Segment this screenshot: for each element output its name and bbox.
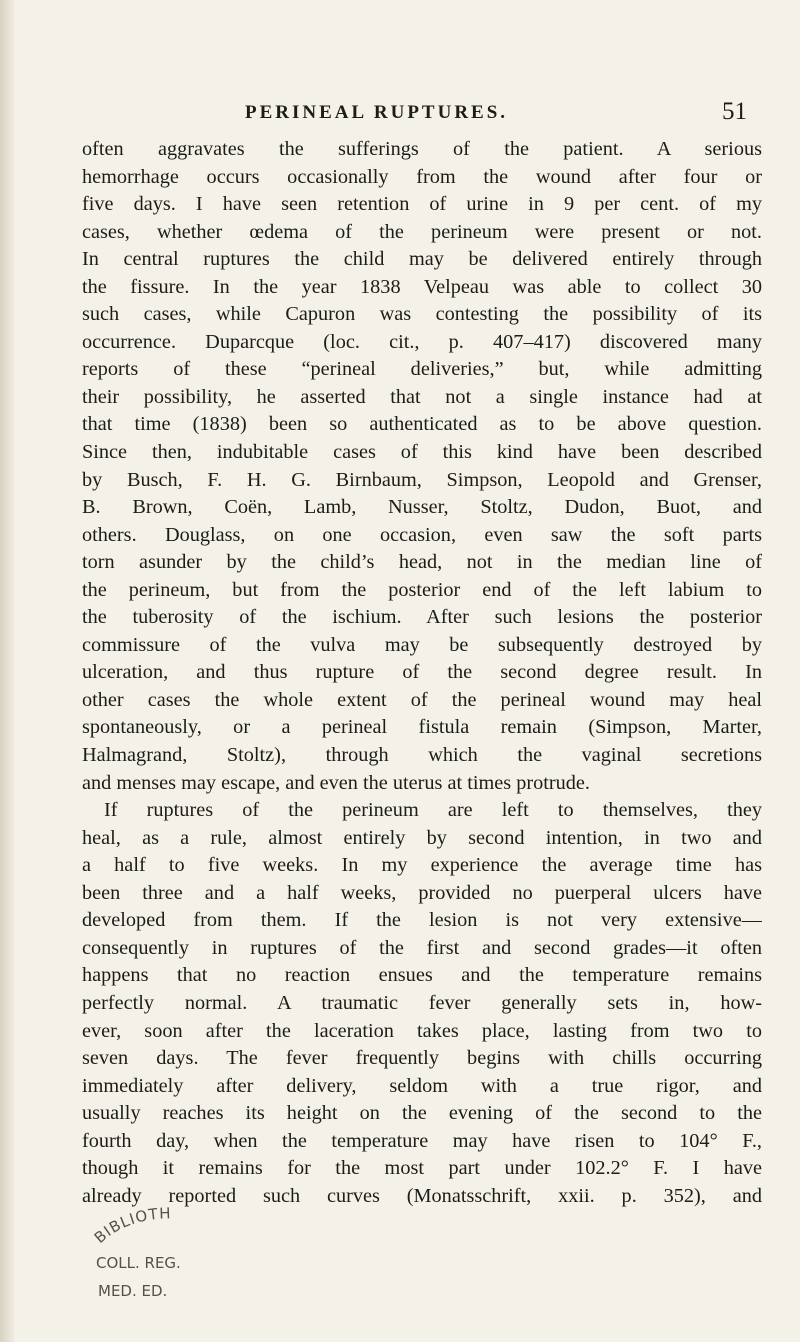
library-stamp xyxy=(88,1206,228,1306)
stamp-bottom-text: MED. ED. xyxy=(98,1282,168,1300)
text-line: torn asunder by the child’s head, not in the median line of xyxy=(82,551,762,574)
text-line: seven days. The fever frequently begins with chills occurring xyxy=(82,1047,762,1070)
text-line: a half to five weeks. In my experience the average time has xyxy=(82,854,762,877)
text-line: ulceration, and thus rupture of the second degree result. In xyxy=(82,661,762,684)
running-title: PERINEAL RUPTURES. xyxy=(245,102,509,123)
text-line: the fissure. In the year 1838 Velpeau was able to collect 30 xyxy=(82,275,762,298)
stamp-arc-text: BIBLIOTH xyxy=(90,1206,172,1247)
text-line: B. Brown, Coën, Lamb, Nusser, Stoltz, Dudon, Buot, and xyxy=(82,496,762,519)
text-line: developed from them. If the lesion is not very extensive— xyxy=(82,909,762,932)
text-line: that time (1838) been so authenticated as to be above question. xyxy=(82,413,762,436)
text-line: spontaneously, or a perineal fistula remain (Simpson, Marter, xyxy=(82,716,762,739)
text-line: Since then, indubitable cases of this kind have been described xyxy=(82,441,762,464)
text-line: by Busch, F. H. G. Birnbaum, Simpson, Leopold and Grenser, xyxy=(82,468,762,491)
text-line: the tuberosity of the ischium. After such lesions the posterior xyxy=(82,606,762,629)
text-line: usually reaches its height on the evening of the second to the xyxy=(82,1102,762,1125)
text-line: Halmagrand, Stoltz), through which the vaginal secretions xyxy=(82,744,762,767)
page-edge-shadow xyxy=(0,0,14,1342)
text-line: often aggravates the sufferings of the patient. A serious xyxy=(82,138,762,160)
library-stamp-mark xyxy=(88,1206,228,1306)
text-line: the perineum, but from the posterior end of the left labium to xyxy=(82,578,762,601)
text-line: such cases, while Capuron was contesting the possibility of its xyxy=(82,303,762,326)
text-line: happens that no reaction ensues and the temperature remains xyxy=(82,964,762,987)
text-line: In central ruptures the child may be delivered entirely through xyxy=(82,248,762,271)
text-line: cases, whether œdema of the perineum were present or not. xyxy=(82,220,762,243)
text-line: occurrence. Duparcque (loc. cit., p. 407–417) discovered many xyxy=(82,330,762,353)
text-line: hemorrhage occurs occasionally from the wound after four or xyxy=(82,165,762,188)
text-line: immediately after delivery, seldom with a true rigor, and xyxy=(82,1074,762,1097)
text-line: consequently in ruptures of the first and second grades—it often xyxy=(82,936,762,959)
text-line: though it remains for the most part under 102.2° F. I have xyxy=(82,1157,762,1180)
text-line: commissure of the vulva may be subsequently destroyed by xyxy=(82,633,762,656)
text-line: been three and a half weeks, provided no puerperal ulcers have xyxy=(82,881,762,904)
text-line: ever, soon after the laceration takes place, lasting from two to xyxy=(82,1019,762,1042)
text-line: fourth day, when the temperature may have risen to 104° F., xyxy=(82,1129,762,1152)
text-line: five days. I have seen retention of urine in 9 per cent. of my xyxy=(82,193,762,216)
text-line: other cases the whole extent of the perineal wound may heal xyxy=(82,688,762,711)
text-line: their possibility, he asserted that not a single instance had at xyxy=(82,385,762,408)
text-line: others. Douglass, on one occasion, even saw the soft parts xyxy=(82,523,762,546)
page-number: 51 xyxy=(722,98,747,125)
text-line: already reported such curves (Monatsschrift, xxii. p. 352), and xyxy=(82,1184,762,1207)
text-line: heal, as a rule, almost entirely by second intention, in two and xyxy=(82,826,762,849)
text-line: reports of these “perineal deliveries,” but, while admitting xyxy=(82,358,762,381)
text-line: perfectly normal. A traumatic fever generally sets in, how- xyxy=(82,991,762,1014)
body-text xyxy=(82,136,762,1210)
page-header xyxy=(0,92,800,132)
text-line: and menses may escape, and even the uterus at times protrude. xyxy=(82,771,590,794)
stamp-middle-text: COLL. REG. xyxy=(96,1254,181,1272)
text-line: If ruptures of the perineum are left to themselves, they xyxy=(104,799,762,822)
